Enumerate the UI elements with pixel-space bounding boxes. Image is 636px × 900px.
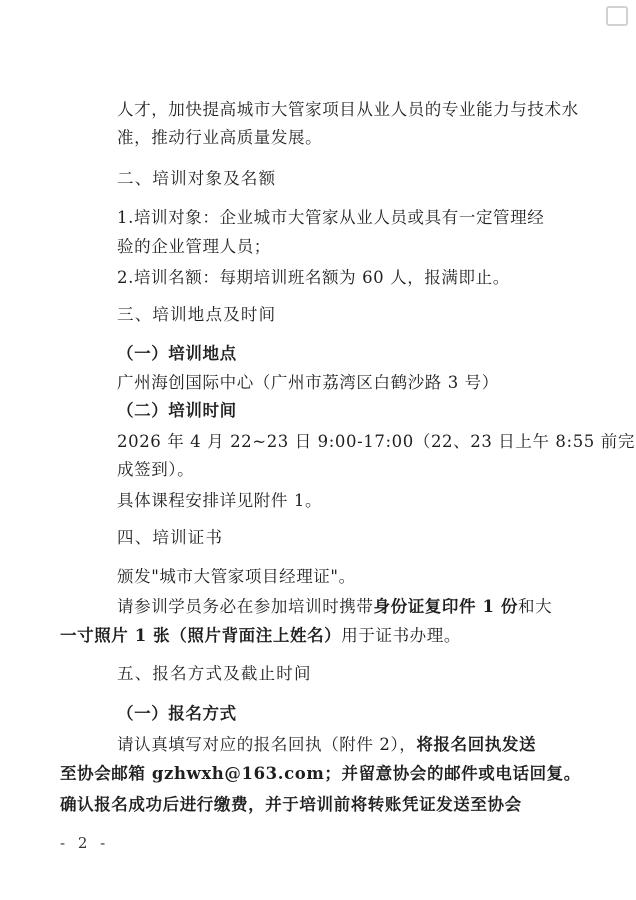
- subsection-heading: （二）培训时间: [117, 401, 237, 420]
- paragraph-line: 成签到）。: [117, 460, 195, 479]
- section-heading: 二、培训对象及名额: [117, 169, 277, 188]
- paragraph-line: [117, 596, 552, 618]
- subsection-heading: （一）培训地点: [117, 344, 237, 363]
- paragraph-line: 颁发"城市大管家项目经理证"。: [117, 567, 356, 586]
- bold-text-span: 一寸照片 1 张（照片背面注上姓名）: [60, 626, 342, 645]
- paragraph-line: 准，推动行业高质量发展。: [117, 128, 323, 147]
- section-heading: 五、报名方式及截止时间: [117, 664, 312, 683]
- paragraph-line: 1.培训对象：企业城市大管家从业人员或具有一定管理经: [117, 208, 545, 227]
- paragraph-line: 验的企业管理人员；: [117, 237, 271, 256]
- text-span: 请参训学员务必在参加培训时携带: [117, 597, 374, 616]
- paragraph-line: [117, 734, 536, 756]
- text-span: 用于证书办理。: [341, 626, 461, 645]
- paragraph-line: 2.培训名额：每期培训班名额为 60 人，报满即止。: [117, 268, 510, 287]
- text-span: 请认真填写对应的报名回执（附件 2），: [117, 735, 417, 754]
- paragraph-line: [60, 625, 461, 647]
- section-heading: 三、培训地点及时间: [117, 305, 277, 324]
- text-span: 和大: [517, 597, 553, 616]
- bold-text-span: 身份证复印件 1 份: [373, 597, 518, 616]
- paragraph-line: 2026 年 4 月 22~23 日 9:00-17:00（22、23 日上午 8:55 前完: [117, 432, 635, 451]
- paragraph-line: 确认报名成功后进行缴费，并于培训前将转账凭证发送至协会: [60, 795, 522, 814]
- paragraph-line: 至协会邮箱 gzhwxh@163.com；并留意协会的邮件或电话回复。: [60, 764, 581, 783]
- scan-corner-mark: [606, 6, 628, 26]
- paragraph-line: 广州海创国际中心（广州市荔湾区白鹤沙路 3 号）: [117, 373, 499, 392]
- bold-text-span: 将报名回执发送: [416, 735, 537, 754]
- page-number: - 2 -: [60, 834, 110, 852]
- paragraph-line: 具体课程安排详见附件 1。: [117, 491, 323, 510]
- section-heading: 四、培训证书: [117, 528, 224, 547]
- subsection-heading: （一）报名方式: [117, 704, 237, 723]
- paragraph-line: 人才，加快提高城市大管家项目从业人员的专业能力与技术水: [117, 100, 579, 119]
